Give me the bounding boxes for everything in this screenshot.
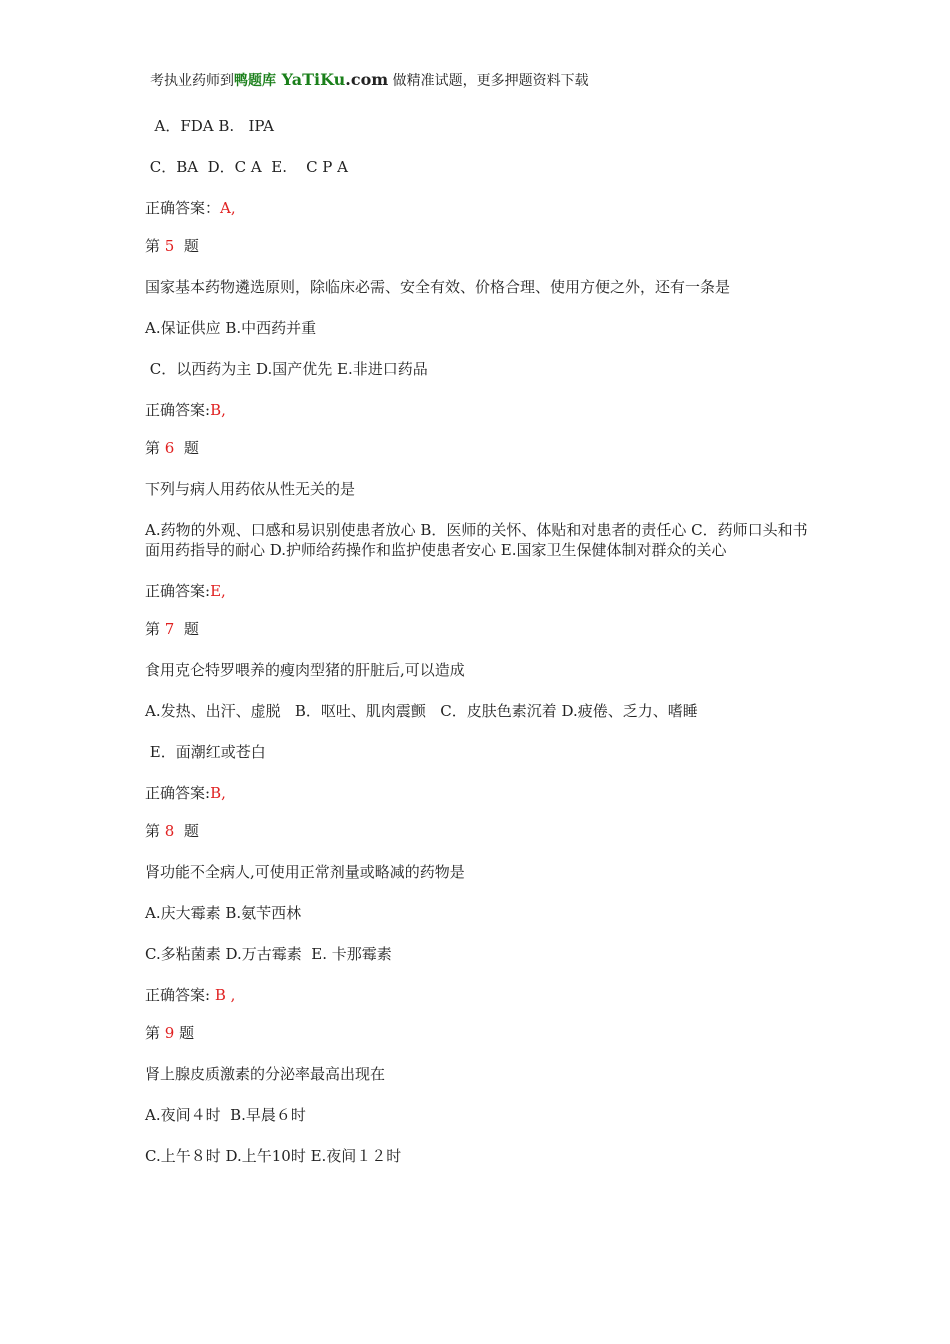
answer-value: B ,	[210, 986, 236, 1004]
q7-answer	[145, 783, 815, 803]
q6-stem: 下列与病人用药依从性无关的是	[145, 480, 356, 498]
q5-number	[145, 236, 815, 256]
answer-value: B,	[210, 784, 226, 802]
q5-options-line1: A.保证供应 B.中西药并重	[145, 319, 317, 337]
question-number: 6	[164, 439, 175, 457]
question-number: 5	[164, 237, 175, 255]
question-number: 9	[164, 1024, 175, 1042]
q8-number	[145, 821, 815, 841]
q9-options-line1: A.夜间４时 B.早晨６时	[145, 1106, 306, 1124]
question-number: 7	[164, 620, 175, 638]
question-number-prefix: 第	[145, 822, 165, 840]
question-number-suffix: 题	[174, 822, 199, 840]
header-prefix: 考执业药师到	[150, 73, 234, 89]
q5-stem: 国家基本药物遴选原则，除临床必需、安全有效、价格合理、使用方便之外，还有一条是	[145, 278, 731, 296]
q8-stem: 肾功能不全病人,可使用正常剂量或略减的药物是	[145, 863, 465, 881]
question-number-suffix: 题	[174, 620, 199, 638]
page-header	[150, 70, 589, 90]
q9-options-line2: C.上午８时 D.上午10时 E.夜间１２时	[145, 1147, 402, 1165]
q4-options-line1: A．FDA B. IPA	[145, 117, 274, 135]
q7-stem: 食用克仑特罗喂养的瘦肉型猪的肝脏后,可以造成	[145, 661, 465, 679]
question-number-suffix: 题	[174, 1024, 195, 1042]
q5-answer	[145, 400, 815, 420]
answer-label: 正确答案:	[145, 784, 211, 802]
brand-name-cn: 鸭题库	[234, 73, 276, 89]
answer-value: E,	[210, 582, 226, 600]
q7-number	[145, 619, 815, 639]
document-body	[145, 116, 815, 1166]
question-number-prefix: 第	[145, 237, 165, 255]
question-number-prefix: 第	[145, 1024, 165, 1042]
q5-options-line2: C．以西药为主 D.国产优先 E.非进口药品	[145, 360, 428, 378]
brand-name-en: YaTiKu	[276, 70, 346, 89]
q9-stem: 肾上腺皮质激素的分泌率最高出现在	[145, 1065, 386, 1083]
header-suffix: 做精准试题，更多押题资料下载	[388, 73, 589, 89]
question-number: 8	[164, 822, 175, 840]
q6-answer	[145, 581, 815, 601]
question-number-suffix: 题	[174, 439, 199, 457]
answer-label: 正确答案:	[145, 401, 211, 419]
q7-options-line2: E．面潮红或苍白	[145, 743, 266, 761]
question-number-prefix: 第	[145, 439, 165, 457]
q8-answer	[145, 985, 815, 1005]
q8-options-line2: C.多粘菌素 D.万古霉素 E. 卡那霉素	[145, 945, 392, 963]
answer-label: 正确答案:	[145, 986, 211, 1004]
q7-options-line1: A.发热、出汗、虚脱 B．呕吐、肌肉震颤 C．皮肤色素沉着 D.疲倦、乏力、嗜睡	[145, 702, 698, 720]
answer-label: 正确答案：	[145, 199, 221, 217]
q4-answer	[145, 198, 815, 218]
q4-options-line2: C．BA D．C A E. C P A	[145, 158, 349, 176]
q6-number	[145, 438, 815, 458]
q8-options-line1: A.庆大霉素 B.氨苄西林	[145, 904, 302, 922]
brand-domain: .com	[345, 70, 389, 89]
answer-label: 正确答案:	[145, 582, 211, 600]
q9-number	[145, 1023, 815, 1043]
question-number-prefix: 第	[145, 620, 165, 638]
question-number-suffix: 题	[174, 237, 199, 255]
q6-options: A.药物的外观、口感和易识别使患者放心 B．医师的关怀、体贴和对患者的责任心 C．药师口头和书面用药指导的耐心 D.护师给药操作和监护使患者安心 E.国家卫生保健体制对群众的关心	[145, 521, 808, 559]
answer-value: B,	[210, 401, 226, 419]
answer-value: A,	[220, 199, 236, 217]
